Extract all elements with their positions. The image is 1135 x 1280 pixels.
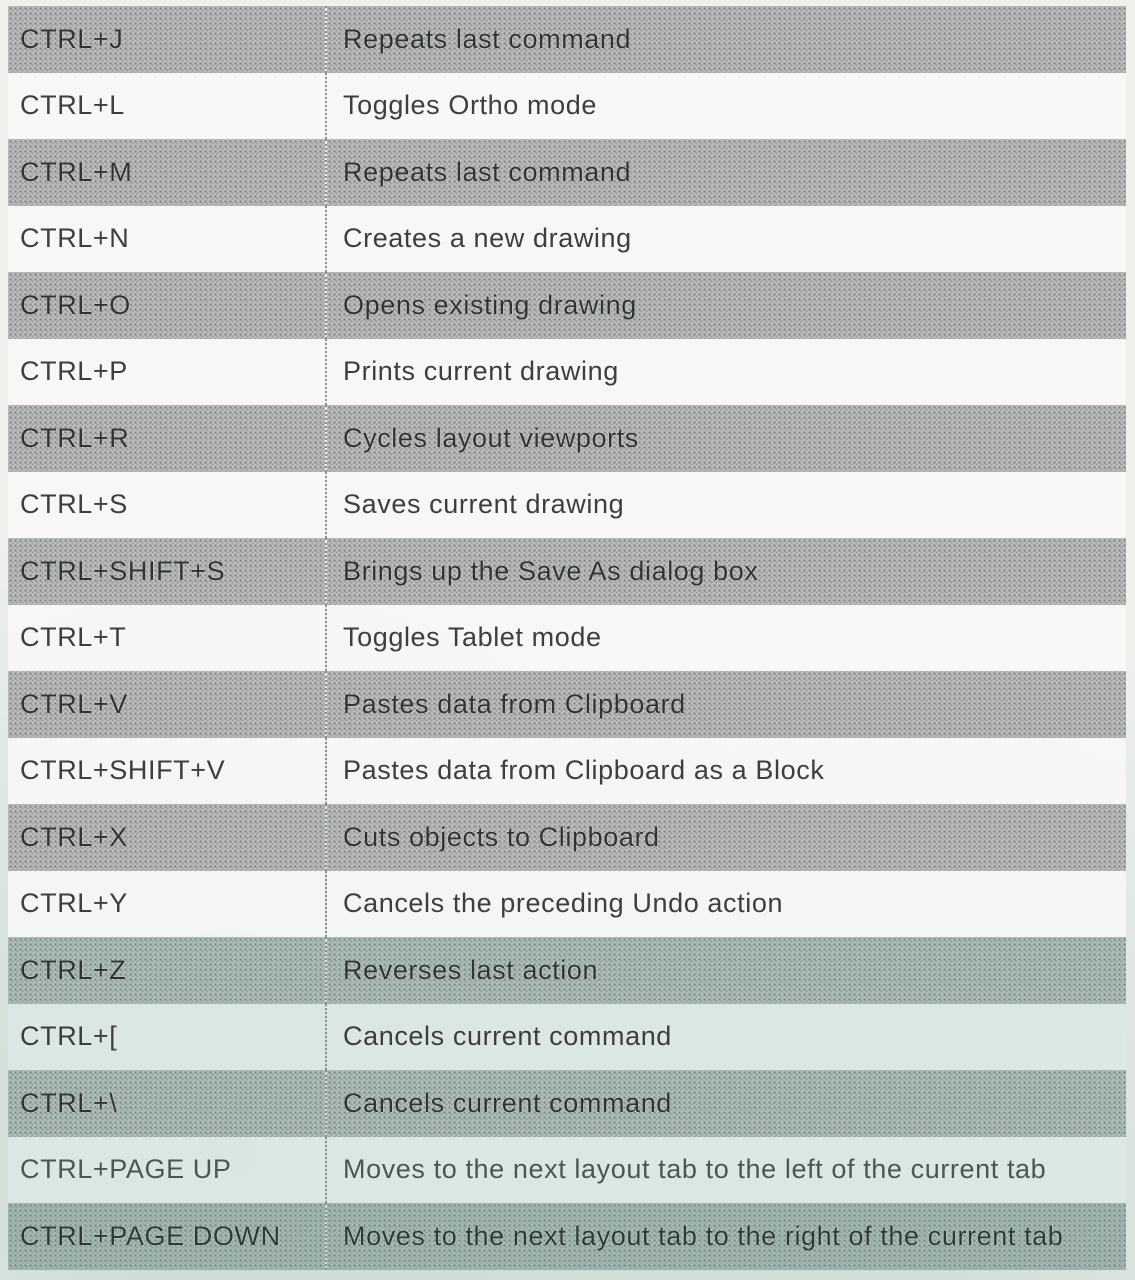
shortcut-description: Repeats last command — [326, 139, 1126, 206]
table-row — [8, 671, 1126, 738]
shortcut-key: CTRL+\ — [8, 1070, 326, 1137]
shortcut-key: CTRL+V — [8, 671, 326, 738]
table-row — [8, 472, 1126, 539]
shortcut-description: Creates a new drawing — [326, 206, 1126, 273]
shortcut-description: Pastes data from Clipboard as a Block — [326, 738, 1126, 805]
shortcut-key: CTRL+SHIFT+S — [8, 538, 326, 605]
shortcut-description: Reverses last action — [326, 937, 1126, 1004]
table-row — [8, 339, 1126, 406]
shortcut-key: CTRL+P — [8, 339, 326, 406]
table-row — [8, 1137, 1126, 1204]
table-row — [8, 1004, 1126, 1071]
shortcut-description: Cancels the preceding Undo action — [326, 871, 1126, 938]
shortcut-table — [8, 6, 1126, 1270]
shortcut-description: Brings up the Save As dialog box — [326, 538, 1126, 605]
shortcut-description: Toggles Tablet mode — [326, 605, 1126, 672]
shortcut-key: CTRL+S — [8, 472, 326, 539]
shortcut-description: Pastes data from Clipboard — [326, 671, 1126, 738]
table-row — [8, 139, 1126, 206]
shortcut-key: CTRL+X — [8, 804, 326, 871]
table-row — [8, 206, 1126, 273]
shortcut-description: Prints current drawing — [326, 339, 1126, 406]
shortcut-key: CTRL+T — [8, 605, 326, 672]
shortcut-key: CTRL+[ — [8, 1004, 326, 1071]
shortcut-key: CTRL+PAGE UP — [8, 1137, 326, 1204]
table-row — [8, 1203, 1126, 1270]
table-row — [8, 272, 1126, 339]
shortcut-description: Saves current drawing — [326, 472, 1126, 539]
table-row — [8, 405, 1126, 472]
shortcut-description: Cancels current command — [326, 1004, 1126, 1071]
table-row — [8, 538, 1126, 605]
shortcut-key: CTRL+PAGE DOWN — [8, 1203, 326, 1270]
table-row — [8, 1070, 1126, 1137]
table-row — [8, 871, 1126, 938]
table-row — [8, 804, 1126, 871]
shortcut-description: Cancels current command — [326, 1070, 1126, 1137]
shortcut-key: CTRL+Z — [8, 937, 326, 1004]
table-row — [8, 73, 1126, 140]
shortcut-key: CTRL+Y — [8, 871, 326, 938]
shortcut-key: CTRL+N — [8, 206, 326, 273]
table-row — [8, 738, 1126, 805]
table-row — [8, 605, 1126, 672]
shortcut-description: Cycles layout viewports — [326, 405, 1126, 472]
shortcut-description: Toggles Ortho mode — [326, 73, 1126, 140]
shortcut-description: Opens existing drawing — [326, 272, 1126, 339]
shortcut-description: Moves to the next layout tab to the left of the current tab — [326, 1137, 1126, 1204]
shortcut-key: CTRL+J — [8, 6, 326, 73]
shortcut-key: CTRL+M — [8, 139, 326, 206]
table-row — [8, 6, 1126, 73]
table-row — [8, 937, 1126, 1004]
shortcut-key: CTRL+SHIFT+V — [8, 738, 326, 805]
shortcut-key: CTRL+O — [8, 272, 326, 339]
shortcut-description: Moves to the next layout tab to the right of the current tab — [326, 1203, 1126, 1270]
shortcut-description: Cuts objects to Clipboard — [326, 804, 1126, 871]
shortcut-key: CTRL+L — [8, 73, 326, 140]
shortcut-key: CTRL+R — [8, 405, 326, 472]
shortcut-description: Repeats last command — [326, 6, 1126, 73]
